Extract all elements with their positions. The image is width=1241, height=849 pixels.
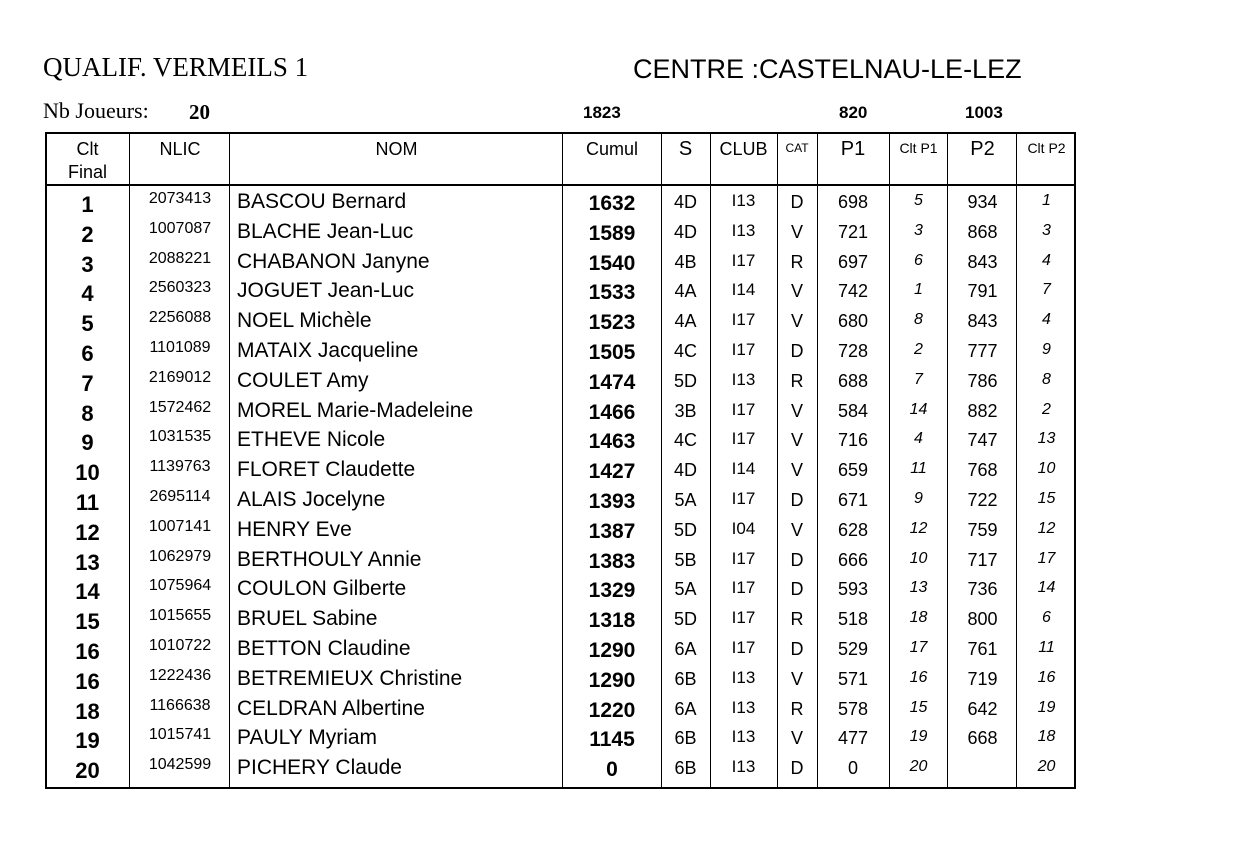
rank-cell: 2 [81, 221, 94, 247]
nlic-cell: 2695114 [149, 488, 211, 505]
rank-cell: 1 [81, 192, 94, 217]
p1-cell: 578 [837, 698, 869, 719]
header-clt-line2: Final [67, 162, 107, 182]
p1-cell: 571 [837, 668, 869, 689]
clt-p2-cell: 1 [1042, 192, 1051, 209]
club-cell: I17 [731, 489, 756, 508]
cat-cell: D [790, 758, 804, 779]
club-cell: I17 [731, 429, 756, 449]
table-row [0, 634, 1241, 664]
nlic-cell: 2169012 [148, 368, 212, 386]
p1-cell: 593 [837, 579, 869, 600]
p1-cell: 680 [837, 311, 869, 332]
cumul-cell: 1427 [588, 460, 636, 484]
club-cell: I17 [731, 399, 756, 419]
clt-p1-cell: 14 [909, 400, 928, 418]
s-cell: 6B [674, 668, 697, 689]
rank-cell: 4 [81, 281, 94, 307]
clt-p2-cell: 12 [1037, 519, 1056, 537]
clt-p1-cell: 10 [909, 549, 928, 567]
cat-cell: D [790, 579, 804, 600]
clt-p1-cell: 6 [914, 251, 923, 269]
club-cell: I17 [731, 548, 756, 568]
nlic-cell: 1222436 [148, 666, 212, 684]
p1-cell: 698 [837, 192, 869, 212]
nom-cell: COULON Gilberte [237, 577, 407, 601]
nlic-cell: 2073413 [148, 190, 212, 207]
clt-p1-cell: 3 [914, 221, 923, 239]
clt-p2-cell: 14 [1037, 579, 1056, 597]
cat-cell: V [790, 311, 803, 332]
clt-p1-cell: 20 [909, 758, 928, 776]
rank-cell: 9 [81, 430, 94, 456]
clt-p1-cell: 19 [909, 728, 928, 746]
header-p2: P2 [970, 138, 995, 160]
clt-p1-cell: 2 [914, 341, 923, 358]
nlic-cell: 1101089 [149, 339, 211, 356]
s-cell: 6A [674, 698, 697, 719]
clt-p1-cell: 18 [909, 609, 928, 627]
header-p1: P1 [840, 138, 866, 160]
cumul-cell: 1383 [588, 549, 636, 573]
nb-joueurs-value: 20 [189, 100, 210, 124]
clt-p1-cell: 16 [909, 668, 928, 686]
cat-cell: R [790, 370, 804, 391]
nlic-cell: 1042599 [148, 756, 212, 774]
p2-cell: 934 [967, 192, 998, 212]
nom-cell: MATAIX Jacqueline [237, 339, 419, 362]
p2-cell: 868 [967, 221, 998, 242]
nlic-cell: 1007141 [148, 517, 212, 535]
nom-cell: PAULY Myriam [237, 726, 378, 750]
p2-cell: 736 [967, 579, 998, 600]
table-row [0, 187, 1241, 217]
club-cell: I14 [731, 280, 756, 300]
club-cell: I13 [731, 191, 756, 210]
s-cell: 4B [674, 251, 697, 272]
rank-cell: 13 [75, 549, 100, 575]
header-clt-p2: Clt P2 [1027, 140, 1066, 156]
cumul-cell: 1474 [588, 370, 636, 394]
nlic-cell: 1062979 [148, 547, 212, 565]
club-cell: I13 [731, 697, 756, 717]
table-row [0, 664, 1241, 694]
club-cell: I04 [731, 518, 756, 538]
club-cell: I13 [731, 667, 756, 687]
cumul-cell: 1387 [588, 519, 636, 543]
table-row [0, 366, 1241, 396]
header-clt-line1: Clt [76, 139, 99, 159]
header-cumul: Cumul [585, 139, 638, 159]
cumul-cell: 1318 [588, 609, 636, 633]
clt-p2-cell: 8 [1042, 370, 1051, 388]
club-cell: I17 [731, 310, 756, 330]
nlic-cell: 1010722 [148, 637, 212, 654]
rank-cell: 3 [81, 251, 94, 277]
p1-cell: 671 [837, 490, 869, 510]
clt-p2-cell: 4 [1042, 251, 1051, 269]
p1-cell: 628 [837, 519, 869, 540]
s-cell: 4D [673, 192, 697, 212]
p2-cell: 843 [967, 311, 998, 332]
club-cell: I14 [731, 459, 756, 479]
table-row [0, 217, 1241, 247]
clt-p2-cell: 6 [1042, 609, 1051, 627]
rank-cell: 16 [75, 639, 100, 664]
cat-cell: R [790, 698, 804, 719]
cumul-cell: 1393 [588, 490, 636, 513]
table-row [0, 753, 1241, 783]
s-cell: 5D [673, 370, 697, 391]
cumul-cell: 1329 [588, 579, 636, 603]
p2-cell: 777 [967, 341, 998, 361]
centre-label: CENTRE :CASTELNAU-LE-LEZ [633, 54, 1022, 84]
table-row [0, 604, 1241, 634]
club-cell: I17 [731, 250, 756, 270]
club-cell: I13 [731, 220, 756, 240]
s-cell: 6B [674, 728, 697, 749]
clt-p2-cell: 11 [1038, 639, 1055, 656]
cat-cell: R [790, 251, 804, 272]
table-row [0, 306, 1241, 336]
nom-cell: PICHERY Claude [237, 756, 402, 780]
table-row [0, 723, 1241, 753]
total-p2: 1003 [965, 103, 1003, 122]
p1-cell: 477 [837, 728, 869, 749]
clt-p1-cell: 1 [914, 281, 923, 299]
clt-p2-cell: 7 [1042, 281, 1051, 299]
clt-p2-cell: 17 [1037, 549, 1056, 567]
nb-joueurs-label: Nb Joueurs: [43, 98, 149, 123]
rank-cell: 19 [75, 728, 100, 754]
cat-cell: V [790, 430, 803, 451]
s-cell: 4D [673, 460, 697, 481]
p2-cell: 722 [967, 490, 998, 510]
p2-cell: 843 [967, 251, 998, 272]
nlic-cell: 2560323 [148, 279, 212, 297]
s-cell: 6B [674, 758, 697, 779]
rank-cell: 10 [75, 460, 100, 486]
nom-cell: CHABANON Janyne [237, 249, 430, 273]
rank-cell: 14 [75, 579, 100, 605]
clt-p2-cell: 10 [1037, 460, 1056, 478]
nom-cell: BLACHE Jean-Luc [237, 219, 414, 243]
club-cell: I17 [731, 638, 756, 657]
rank-cell: 15 [75, 609, 100, 635]
s-cell: 5D [673, 519, 697, 540]
nom-cell: NOEL Michèle [237, 309, 372, 333]
header-nlic: NLIC [159, 139, 201, 159]
header-cat: CAT [785, 141, 809, 155]
clt-p1-cell: 8 [914, 311, 923, 329]
table-row [0, 694, 1241, 724]
p1-cell: 666 [837, 549, 869, 570]
table-row [0, 515, 1241, 545]
table-row [0, 247, 1241, 277]
rank-cell: 20 [75, 758, 100, 784]
clt-p2-cell: 4 [1042, 311, 1051, 329]
table-row [0, 485, 1241, 515]
p1-cell: 697 [837, 251, 869, 272]
s-cell: 5D [673, 609, 697, 630]
nom-cell: BETREMIEUX Christine [237, 666, 463, 690]
p2-cell: 719 [967, 668, 998, 689]
nom-cell: BETTON Claudine [237, 637, 411, 660]
cumul-cell: 1145 [589, 728, 635, 752]
p2-cell: 761 [967, 639, 998, 659]
nlic-cell: 2088221 [148, 249, 212, 267]
nlic-cell: 1572462 [148, 398, 212, 416]
table-row [0, 425, 1241, 455]
rank-cell: 8 [81, 400, 94, 426]
s-cell: 5A [674, 490, 697, 510]
table-row [0, 545, 1241, 575]
rank-cell: 12 [75, 519, 100, 545]
p2-cell: 882 [967, 400, 998, 421]
rank-cell: 5 [81, 311, 94, 337]
p2-cell: 668 [967, 728, 998, 749]
total-p1: 820 [839, 103, 868, 122]
nlic-cell: 1015741 [148, 726, 212, 744]
nlic-cell: 1007087 [148, 219, 212, 237]
s-cell: 4C [673, 341, 697, 361]
rank-cell: 6 [81, 341, 94, 366]
clt-p1-cell: 12 [909, 519, 928, 537]
table-row [0, 396, 1241, 426]
club-cell: I17 [731, 578, 756, 598]
nom-cell: MOREL Marie-Madeleine [237, 398, 474, 422]
clt-p1-cell: 15 [909, 698, 928, 716]
table-row [0, 455, 1241, 485]
cumul-cell: 1463 [588, 430, 636, 454]
clt-p1-cell: 17 [909, 639, 928, 656]
s-cell: 4C [673, 430, 697, 451]
club-cell: I13 [731, 369, 756, 389]
header-s: S [678, 138, 693, 160]
cat-cell: D [790, 490, 804, 510]
cumul-cell: 1505 [588, 341, 636, 364]
clt-p2-cell: 15 [1037, 490, 1056, 507]
club-cell: I13 [731, 757, 756, 777]
rank-cell: 16 [75, 668, 100, 694]
total-cumul: 1823 [583, 103, 621, 122]
clt-p2-cell: 19 [1037, 698, 1056, 716]
clt-p2-cell: 2 [1042, 400, 1051, 418]
p2-cell: 800 [967, 609, 998, 630]
cumul-cell: 1290 [588, 639, 636, 662]
cumul-cell: 1533 [588, 281, 636, 305]
p2-cell: 747 [967, 430, 998, 451]
s-cell: 6A [674, 639, 697, 659]
p2-cell: 759 [967, 519, 998, 540]
p1-cell: 716 [837, 430, 869, 451]
cat-cell: D [790, 639, 804, 659]
table-row [0, 276, 1241, 306]
cumul-cell: 0 [606, 758, 618, 782]
cumul-cell: 1589 [588, 221, 636, 245]
header-nom: NOM [375, 139, 418, 159]
table-row [0, 574, 1241, 604]
p1-cell: 688 [837, 370, 869, 391]
clt-p2-cell: 3 [1042, 221, 1051, 239]
cat-cell: V [790, 281, 803, 302]
p1-cell: 742 [837, 281, 869, 302]
cumul-cell: 1290 [588, 668, 636, 692]
cat-cell: V [790, 400, 803, 421]
clt-p2-cell: 20 [1037, 758, 1056, 776]
nlic-cell: 1166638 [149, 696, 211, 714]
cumul-cell: 1632 [588, 192, 636, 215]
cumul-cell: 1523 [588, 311, 636, 335]
cat-cell: V [790, 668, 803, 689]
nom-cell: HENRY Eve [237, 517, 352, 541]
header-club: CLUB [719, 139, 768, 159]
header-clt-p1: Clt P1 [899, 140, 938, 156]
cat-cell: V [790, 460, 803, 481]
nom-cell: ALAIS Jocelyne [237, 488, 386, 511]
clt-p2-cell: 9 [1042, 341, 1051, 358]
cat-cell: D [790, 341, 804, 361]
cat-cell: R [790, 609, 804, 630]
clt-p2-cell: 16 [1037, 668, 1056, 686]
p2-cell: 791 [967, 281, 998, 302]
rank-cell: 18 [75, 698, 100, 724]
nom-cell: BASCOU Bernard [237, 190, 407, 213]
p1-cell: 584 [837, 400, 869, 421]
clt-p1-cell: 4 [914, 430, 923, 448]
cat-cell: V [790, 221, 803, 242]
nom-cell: ETHEVE Nicole [237, 428, 386, 452]
p1-cell: 721 [837, 221, 869, 242]
p2-cell [948, 753, 1017, 783]
nlic-cell: 1139763 [149, 458, 211, 476]
clt-p1-cell: 5 [914, 192, 923, 209]
p2-cell: 768 [967, 460, 998, 481]
clt-p1-cell: 13 [909, 579, 928, 597]
nom-cell: JOGUET Jean-Luc [237, 279, 415, 303]
nom-cell: COULET Amy [237, 368, 369, 392]
header-clt-final [45, 138, 130, 184]
s-cell: 4D [673, 221, 697, 242]
club-cell: I17 [731, 608, 756, 628]
s-cell: 5A [674, 579, 697, 600]
p2-cell: 786 [967, 370, 998, 391]
p1-cell: 728 [837, 341, 869, 361]
cat-cell: D [790, 192, 804, 212]
clt-p1-cell: 7 [914, 370, 923, 388]
cat-cell: V [790, 728, 803, 749]
clt-p1-cell: 9 [914, 490, 923, 507]
s-cell: 3B [674, 400, 697, 421]
p1-cell: 0 [847, 758, 858, 779]
clt-p1-cell: 11 [910, 460, 927, 478]
rank-cell: 11 [75, 490, 100, 515]
s-cell: 4A [674, 281, 697, 302]
clt-p2-cell: 13 [1037, 430, 1056, 448]
cumul-cell: 1220 [588, 698, 636, 722]
rank-cell: 7 [81, 370, 94, 396]
cat-cell: V [790, 519, 803, 540]
nom-cell: CELDRAN Albertine [237, 696, 425, 720]
s-cell: 5B [674, 549, 697, 570]
club-cell: I17 [731, 340, 756, 359]
cumul-cell: 1466 [588, 400, 636, 424]
cumul-cell: 1540 [588, 251, 636, 275]
table-row [0, 336, 1241, 366]
nom-cell: BERTHOULY Annie [237, 547, 422, 571]
clt-p2-cell: 18 [1037, 728, 1056, 746]
club-cell: I13 [731, 727, 756, 747]
p2-cell: 717 [967, 549, 998, 570]
s-cell: 4A [674, 311, 697, 332]
nlic-cell: 1031535 [148, 428, 212, 446]
cat-cell: D [790, 549, 804, 570]
nlic-cell: 1075964 [148, 577, 212, 595]
nom-cell: FLORET Claudette [237, 458, 416, 482]
page-title: QUALIF. VERMEILS 1 [43, 52, 309, 82]
nlic-cell: 2256088 [148, 309, 212, 327]
p1-cell: 518 [837, 609, 869, 630]
nom-cell: BRUEL Sabine [237, 607, 378, 631]
p2-cell: 642 [967, 698, 998, 719]
p1-cell: 529 [837, 639, 869, 659]
nlic-cell: 1015655 [148, 607, 212, 625]
p1-cell: 659 [837, 460, 869, 481]
